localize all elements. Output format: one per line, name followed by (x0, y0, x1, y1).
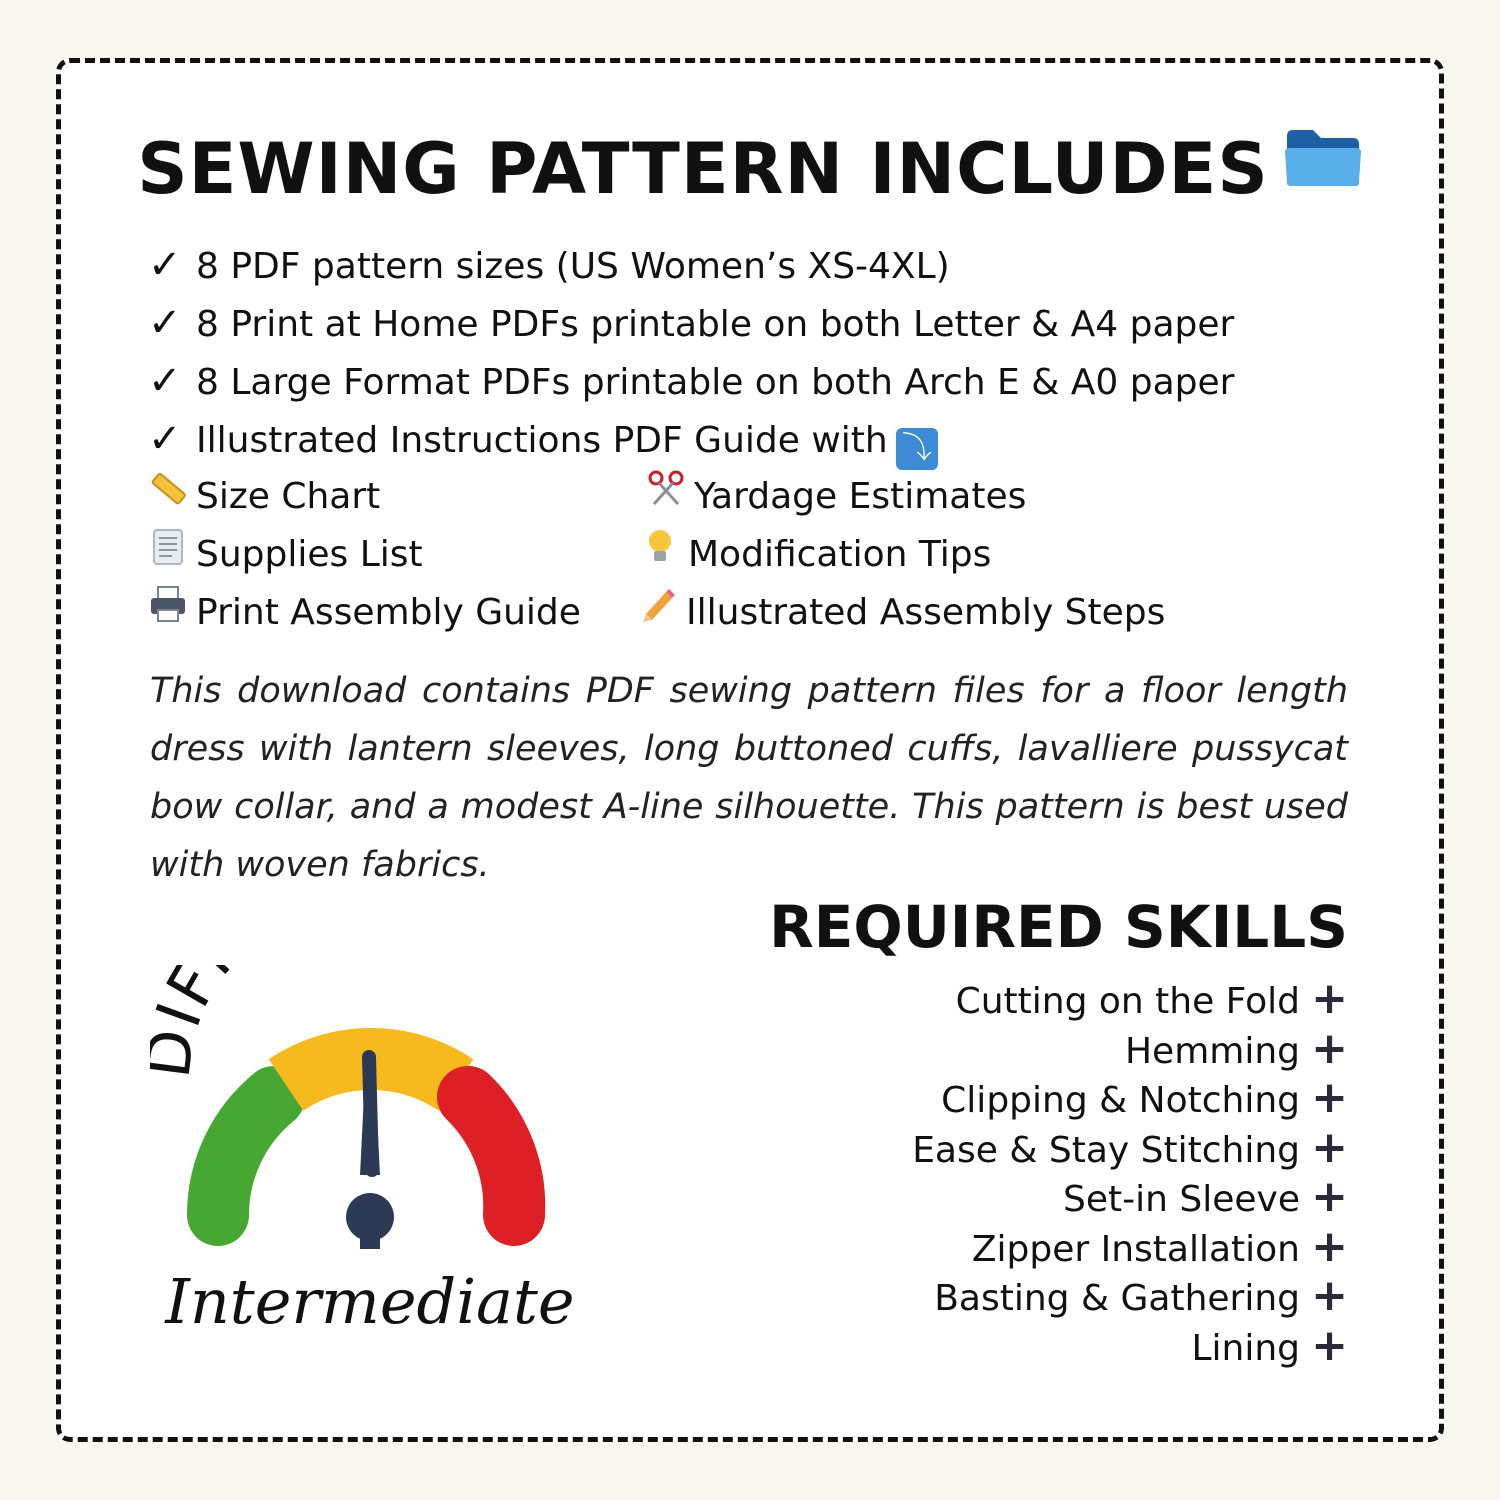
feature-print-assembly-guide: Print Assembly Guide (148, 584, 581, 642)
difficulty-level: Intermediate (165, 1265, 575, 1338)
skills-list (648, 974, 1348, 1370)
feature-size-chart: Size Chart (148, 468, 380, 526)
checklist-item: ✓ 8 PDF pattern sizes (US Women’s XS-4XL) (148, 236, 1358, 294)
pattern-description: This download contains PDF sewing pattern files for a floor length dress with lantern sleeves, long buttoned cuffs, lavalliere pussycat bow collar, and a modest A-line silhouette. This pattern is best used with woven fabrics. (150, 671, 1348, 885)
folder-icon (1283, 121, 1363, 211)
scissors-icon (646, 468, 694, 526)
document-icon (148, 526, 196, 584)
title-text: SEWING PATTERN INCLUDES (137, 128, 1269, 210)
gauge-easy-segment (218, 1097, 274, 1215)
page-title (0, 124, 1500, 219)
lightbulb-icon (640, 526, 688, 584)
plus-icon: + (1311, 973, 1348, 1024)
skill-item: Hemming + (1124, 1022, 1348, 1074)
feature-yardage-estimates: Yardage Estimates (646, 468, 1026, 526)
plus-icon: + (1311, 1220, 1348, 1272)
arrow-down-icon: ⤵ (896, 428, 938, 470)
checkmark-icon: ✓ (148, 242, 182, 288)
plus-icon: + (1311, 1121, 1348, 1173)
difficulty-gauge (150, 965, 590, 1269)
checklist (148, 236, 1358, 468)
checkmark-icon: ✓ (148, 300, 182, 346)
plus-icon: + (1311, 1022, 1348, 1074)
ruler-icon (148, 468, 196, 526)
checklist-item: ✓ 8 Print at Home PDFs printable on both Letter & A4 paper (148, 294, 1358, 352)
checkmark-icon: ✓ (148, 416, 182, 462)
plus-icon: + (1311, 1072, 1348, 1123)
plus-icon: + (1311, 1171, 1348, 1222)
gauge-hard-segment (468, 1097, 514, 1215)
plus-icon: + (1311, 1319, 1348, 1371)
skill-item: Clipping & Notching + (941, 1072, 1348, 1123)
skill-item: Set-in Sleeve + (1063, 1171, 1348, 1222)
checkmark-icon: ✓ (148, 358, 182, 404)
feature-modification-tips: Modification Tips (640, 526, 991, 584)
printer-icon (148, 584, 196, 642)
feature-illustrated-assembly-steps: Illustrated Assembly Steps (638, 584, 1165, 642)
difficulty-label: F (152, 965, 235, 1019)
skills-title: REQUIRED SKILLS (769, 893, 1348, 961)
plus-icon: + (1311, 1270, 1348, 1321)
checklist-item: ✓ Illustrated Instructions PDF Guide with ⤵ (148, 410, 1358, 468)
skill-item: Zipper Installation + (971, 1220, 1348, 1272)
pencil-icon (638, 584, 686, 642)
checklist-item: ✓ 8 Large Format PDFs printable on both Arch E & A0 paper (148, 352, 1358, 410)
feature-supplies-list: Supplies List (148, 526, 423, 584)
skill-item: Lining + (1191, 1319, 1348, 1371)
skill-item: Cutting on the Fold + (955, 973, 1348, 1024)
skill-item: Ease & Stay Stitching + (912, 1121, 1348, 1173)
skill-item: Basting & Gathering + (934, 1270, 1348, 1321)
